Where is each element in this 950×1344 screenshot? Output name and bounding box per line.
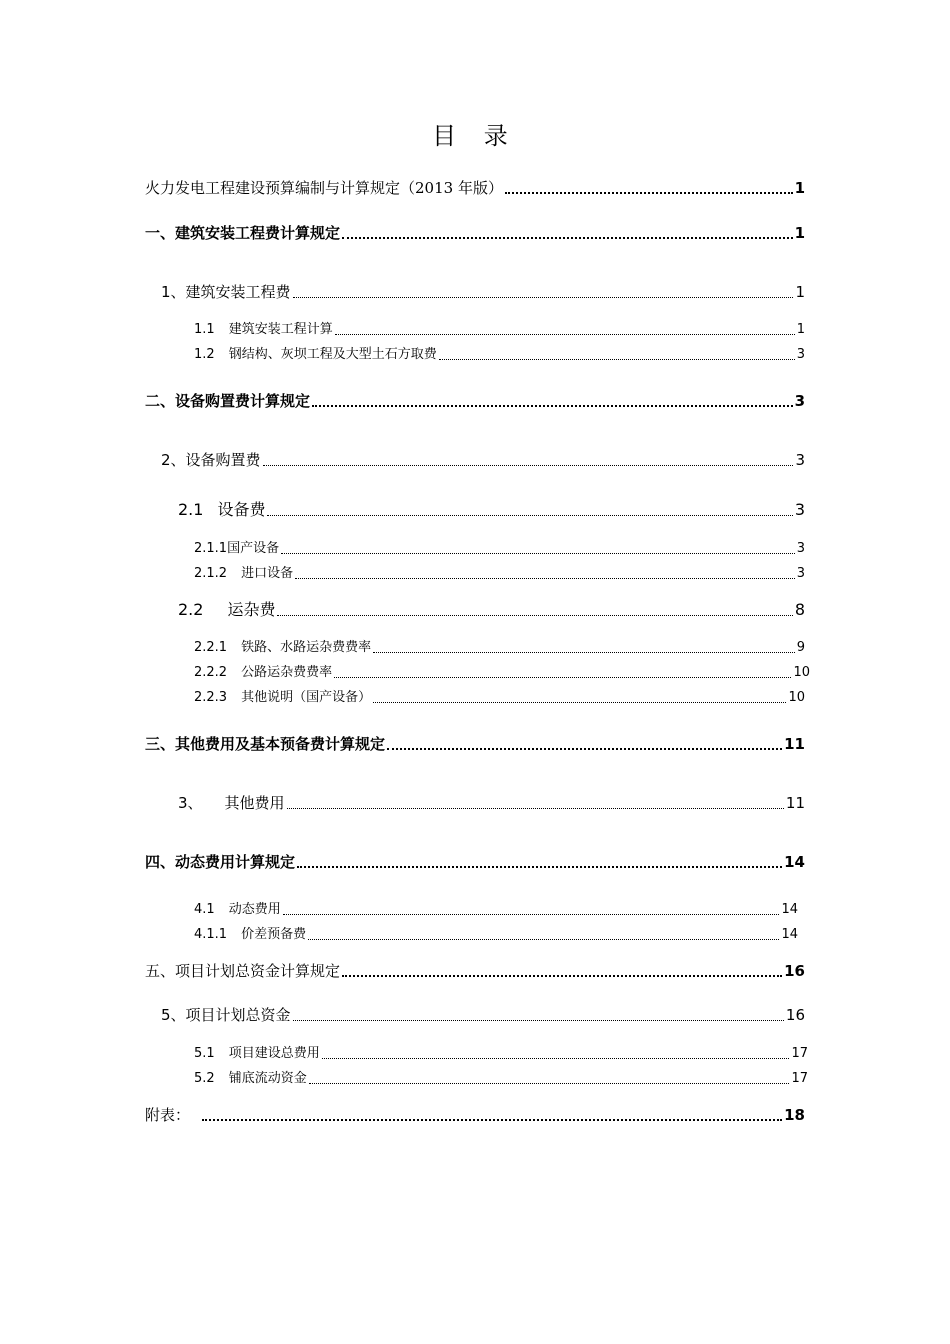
dot-leader — [293, 297, 794, 298]
dot-leader — [309, 1083, 790, 1084]
toc-entry-page: 10 — [793, 665, 810, 680]
toc-entry-label: 一、建筑安装工程费计算规定 — [145, 224, 341, 242]
toc-entry-label: 铁路、水路运杂费费率 — [241, 640, 372, 655]
toc-entry-number: 5.2 — [194, 1071, 215, 1086]
toc-entry-page: 11 — [785, 794, 805, 812]
toc-entry-label: 2、设备购置费 — [161, 451, 261, 469]
toc-entry[interactable] — [145, 1106, 805, 1124]
toc-entry-label: 火力发电工程建设预算编制与计算规定（2013 年版） — [145, 179, 503, 197]
toc-entry-label: 项目建设总费用 — [228, 1046, 320, 1061]
toc-entry-label: 运杂费 — [227, 600, 276, 619]
toc-entry-page: 11 — [784, 735, 805, 753]
dot-leader — [263, 465, 794, 466]
toc-entry-label: 五、项目计划总资金计算规定 — [145, 962, 341, 980]
toc-entry[interactable] — [194, 541, 805, 557]
dot-leader — [293, 1020, 784, 1021]
toc-entry[interactable] — [161, 283, 805, 301]
toc-entry[interactable] — [194, 665, 810, 681]
toc-entry-label: 设备费 — [217, 500, 266, 519]
dot-leader — [334, 677, 791, 678]
dot-leader — [373, 702, 786, 703]
toc-entry-page: 1 — [794, 224, 805, 242]
toc-entry[interactable] — [145, 962, 805, 980]
dot-leader — [312, 405, 793, 407]
toc-entry-label: 二、设备购置费计算规定 — [145, 392, 311, 410]
toc-entry-label: 其他说明（国产设备） — [241, 690, 372, 705]
toc-entry[interactable] — [194, 640, 805, 656]
dot-leader — [297, 866, 782, 868]
dot-leader — [322, 1058, 790, 1059]
toc-entry[interactable] — [145, 853, 805, 871]
toc-entry-label: 进口设备 — [241, 566, 294, 581]
toc-entry[interactable] — [161, 1006, 805, 1024]
toc-entry-page: 3 — [796, 347, 805, 362]
toc-entry-number: 2.1.1 — [194, 541, 228, 556]
toc-entry-page: 18 — [784, 1106, 805, 1124]
page-title: 目 录 — [432, 122, 518, 150]
dot-leader — [335, 334, 795, 335]
dot-leader — [342, 975, 782, 977]
toc-entry-label: 价差预备费 — [241, 927, 307, 942]
toc-entry-number: 2.2.1 — [194, 640, 228, 655]
toc-entry[interactable] — [145, 224, 805, 242]
toc-entry-page: 1 — [794, 179, 805, 197]
toc-entry-number: 2.2.3 — [194, 690, 228, 705]
dot-leader — [295, 578, 795, 579]
toc-entry-label: 动态费用 — [228, 902, 281, 917]
dot-leader — [202, 1119, 782, 1121]
toc-entry-label: 其他费用 — [224, 794, 285, 812]
toc-entry-label: 建筑安装工程计算 — [228, 322, 333, 337]
toc-entry-page: 1 — [795, 283, 805, 301]
toc-entry[interactable] — [194, 566, 805, 582]
toc-entry-number: 2.1 — [178, 500, 204, 519]
toc-entry-number: 1.1 — [194, 322, 215, 337]
toc-entry[interactable] — [145, 179, 805, 197]
toc-entry-number: 2.2 — [178, 600, 204, 619]
toc-entry-label: 铺底流动资金 — [228, 1071, 307, 1086]
toc-entry-page: 1 — [796, 322, 805, 337]
toc-entry-page: 14 — [784, 853, 805, 871]
toc-entry[interactable] — [194, 1071, 808, 1087]
toc-entry[interactable] — [145, 735, 805, 753]
dot-leader — [308, 939, 779, 940]
toc-entry[interactable] — [194, 690, 805, 706]
toc-entry[interactable] — [161, 451, 805, 469]
toc-entry-label: 5、项目计划总资金 — [161, 1006, 291, 1024]
dot-leader — [281, 553, 795, 554]
toc-entry-label: 三、其他费用及基本预备费计算规定 — [145, 735, 386, 753]
toc-entry[interactable] — [145, 392, 805, 410]
toc-entry-page: 16 — [784, 962, 805, 980]
toc-entry[interactable] — [178, 794, 805, 812]
toc-entry-label: 1、建筑安装工程费 — [161, 283, 291, 301]
toc-entry-number: 2.1.2 — [194, 566, 228, 581]
dot-leader — [342, 237, 793, 239]
toc-entry-number: 5.1 — [194, 1046, 215, 1061]
toc-entry-label: 钢结构、灰坝工程及大型土石方取费 — [228, 347, 437, 362]
toc-entry-page: 10 — [788, 690, 805, 705]
toc-entry-page: 3 — [794, 500, 805, 519]
toc-entry-page: 3 — [795, 451, 805, 469]
dot-leader — [283, 914, 780, 915]
toc-entry[interactable] — [178, 600, 805, 619]
dot-leader — [277, 615, 792, 616]
dot-leader — [505, 192, 793, 194]
toc-entry-page: 3 — [794, 392, 805, 410]
toc-entry-page: 14 — [781, 902, 798, 917]
toc-entry-page: 17 — [791, 1046, 808, 1061]
dot-leader — [287, 808, 784, 809]
toc-entry-number: 2.2.2 — [194, 665, 228, 680]
toc-entry[interactable] — [194, 347, 805, 363]
toc-entry-page: 3 — [796, 541, 805, 556]
toc-entry-label: 附表： — [145, 1106, 191, 1124]
toc-entry-page: 16 — [785, 1006, 805, 1024]
toc-entry-number: 4.1 — [194, 902, 215, 917]
toc-entry[interactable] — [194, 1046, 808, 1062]
toc-entry-label: 国产设备 — [227, 541, 280, 556]
toc-entry[interactable] — [194, 927, 798, 943]
toc-entry-page: 14 — [781, 927, 798, 942]
toc-entry-number: 1.2 — [194, 347, 215, 362]
toc-entry[interactable] — [194, 322, 805, 338]
dot-leader — [373, 652, 795, 653]
toc-entry-number: 3、 — [178, 794, 203, 812]
toc-entry-number: 4.1.1 — [194, 927, 228, 942]
toc-entry-page: 8 — [794, 600, 805, 619]
toc-entry-page: 17 — [791, 1071, 808, 1086]
toc-entry-label: 四、动态费用计算规定 — [145, 853, 296, 871]
toc-entry-page: 3 — [796, 566, 805, 581]
toc-entry[interactable] — [178, 500, 805, 519]
toc-entry-label: 公路运杂费费率 — [241, 665, 333, 680]
dot-leader — [267, 515, 792, 516]
dot-leader — [439, 359, 795, 360]
toc-entry[interactable] — [194, 902, 798, 918]
dot-leader — [387, 748, 782, 750]
toc-entry-page: 9 — [796, 640, 805, 655]
